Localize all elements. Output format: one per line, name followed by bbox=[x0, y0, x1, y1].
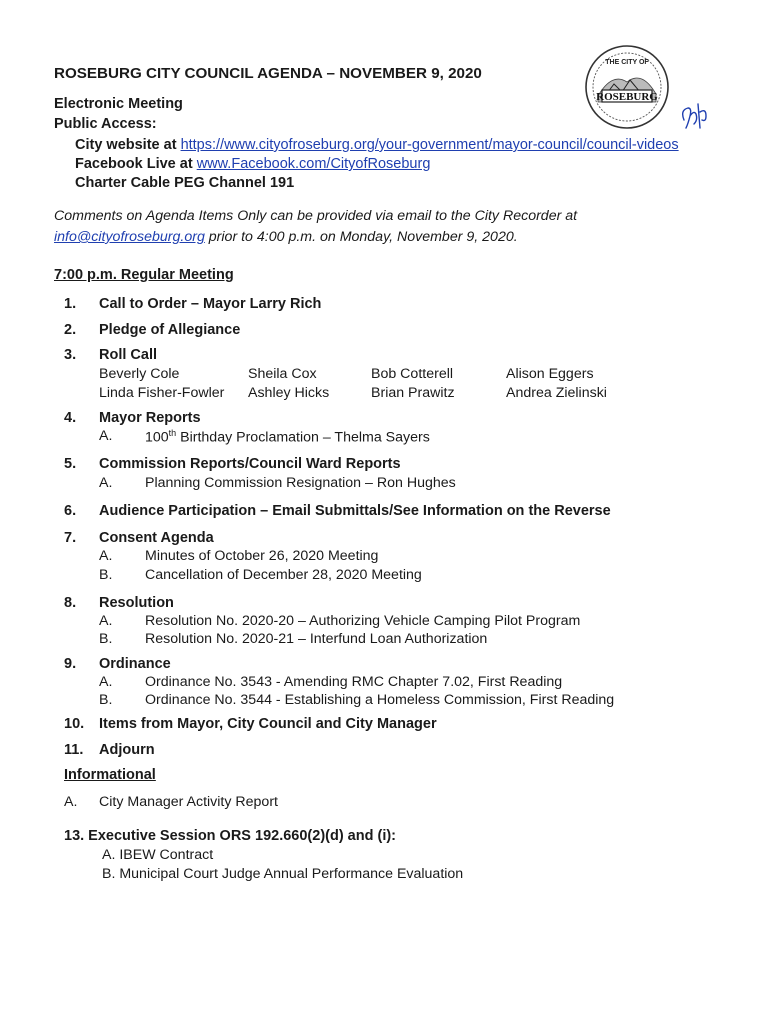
signature-initials-icon bbox=[678, 98, 710, 132]
recorder-email-link[interactable]: info@cityofroseburg.org bbox=[54, 229, 205, 245]
subitem-letter: A. bbox=[99, 475, 113, 491]
cable-channel: Charter Cable PEG Channel 191 bbox=[75, 175, 295, 191]
council-member: Sheila Cox bbox=[248, 366, 317, 382]
meeting-type: Electronic Meeting bbox=[54, 96, 183, 112]
subitem-letter: A. bbox=[64, 794, 78, 810]
subitem-activity-report: City Manager Activity Report bbox=[99, 794, 278, 810]
regular-meeting-heading: 7:00 p.m. Regular Meeting bbox=[54, 267, 234, 283]
item-call-to-order: Call to Order – Mayor Larry Rich bbox=[99, 296, 322, 312]
item-number: 7. bbox=[64, 530, 77, 546]
council-member: Beverly Cole bbox=[99, 366, 180, 382]
subitem-minutes: Minutes of October 26, 2020 Meeting bbox=[145, 548, 379, 564]
item-mayor-council-manager: Items from Mayor, City Council and City Manager bbox=[99, 716, 437, 732]
item-consent-agenda: Consent Agenda bbox=[99, 530, 214, 546]
subitem-letter: B. bbox=[99, 631, 113, 647]
council-member: Andrea Zielinski bbox=[506, 385, 607, 401]
item-number: 1. bbox=[64, 296, 77, 312]
executive-session-heading: 13. Executive Session ORS 192.660(2)(d) and (i): bbox=[64, 828, 397, 844]
item-ordinance: Ordinance bbox=[99, 656, 171, 672]
subitem-letter: A. bbox=[99, 613, 113, 629]
item-resolution: Resolution bbox=[99, 595, 174, 611]
subitem-letter: A. bbox=[99, 428, 113, 444]
council-member: Bob Cotterell bbox=[371, 366, 454, 382]
subitem-ibew-contract: A. IBEW Contract bbox=[102, 847, 214, 863]
subitem-ordinance-3544: Ordinance No. 3544 - Establishing a Homeless Commission, First Reading bbox=[145, 692, 615, 708]
item-number: 5. bbox=[64, 456, 77, 472]
website-line bbox=[75, 137, 679, 153]
item-mayor-reports: Mayor Reports bbox=[99, 410, 201, 426]
item-number: 3. bbox=[64, 347, 77, 363]
item-number: 9. bbox=[64, 656, 77, 672]
facebook-link[interactable]: www.Facebook.com/CityofRoseburg bbox=[196, 156, 431, 172]
item-audience-participation: Audience Participation – Email Submittals/See Information on the Reverse bbox=[99, 503, 611, 519]
svg-text:ROSEBURG: ROSEBURG bbox=[596, 91, 658, 103]
council-member: Brian Prawitz bbox=[371, 385, 455, 401]
subitem-ordinance-3543: Ordinance No. 3543 - Amending RMC Chapter 7.02, First Reading bbox=[145, 674, 563, 690]
agenda-title: ROSEBURG CITY COUNCIL AGENDA – NOVEMBER 9, 2020 bbox=[54, 65, 482, 82]
subitem-judge-evaluation: B. Municipal Court Judge Annual Performance Evaluation bbox=[102, 866, 464, 882]
subitem-letter: A. bbox=[99, 674, 113, 690]
subitem-letter: B. bbox=[99, 692, 113, 708]
council-member: Linda Fisher-Fowler bbox=[99, 385, 225, 401]
subitem-birthday-text: Birthday Proclamation – Thelma Sayers bbox=[176, 429, 430, 446]
city-seal-icon bbox=[584, 44, 670, 130]
informational-heading: Informational bbox=[64, 767, 156, 783]
item-roll-call: Roll Call bbox=[99, 347, 158, 363]
facebook-line bbox=[75, 156, 430, 172]
item-number: 11. bbox=[64, 742, 84, 758]
item-number: 6. bbox=[64, 503, 77, 519]
council-member: Ashley Hicks bbox=[248, 385, 330, 401]
item-commission-reports: Commission Reports/Council Ward Reports bbox=[99, 456, 401, 472]
item-number: 4. bbox=[64, 410, 77, 426]
svg-text:THE CITY OF: THE CITY OF bbox=[605, 59, 649, 66]
comments-line-1: Comments on Agenda Items Only can be provided via email to the City Recorder at bbox=[54, 208, 578, 224]
subitem-resolution-2020-21: Resolution No. 2020-21 – Interfund Loan Authorization bbox=[145, 631, 488, 647]
item-adjourn: Adjourn bbox=[99, 742, 155, 758]
subitem-cancellation: Cancellation of December 28, 2020 Meeting bbox=[145, 567, 422, 583]
subitem-birthday-proclamation bbox=[145, 428, 430, 446]
subitem-letter: B. bbox=[99, 567, 113, 583]
subitem-birthday-suffix: th bbox=[168, 428, 177, 438]
item-number: 10. bbox=[64, 716, 85, 732]
comments-line-2 bbox=[54, 229, 518, 245]
subitem-letter: A. bbox=[99, 548, 113, 564]
website-link[interactable]: https://www.cityofroseburg.org/your-government/mayor-council/council-videos bbox=[180, 137, 679, 153]
subitem-planning-resignation: Planning Commission Resignation – Ron Hughes bbox=[145, 475, 456, 491]
comments-deadline: prior to 4:00 p.m. on Monday, November 9, 2020. bbox=[204, 229, 518, 245]
website-label: City website at bbox=[75, 137, 181, 153]
subitem-birthday-number: 100 bbox=[145, 429, 169, 446]
item-pledge: Pledge of Allegiance bbox=[99, 322, 241, 338]
facebook-label: Facebook Live at bbox=[75, 156, 197, 172]
public-access-label: Public Access: bbox=[54, 116, 157, 132]
subitem-resolution-2020-20: Resolution No. 2020-20 – Authorizing Vehicle Camping Pilot Program bbox=[145, 613, 581, 629]
item-number: 8. bbox=[64, 595, 77, 611]
council-member: Alison Eggers bbox=[506, 366, 594, 382]
item-number: 2. bbox=[64, 322, 77, 338]
